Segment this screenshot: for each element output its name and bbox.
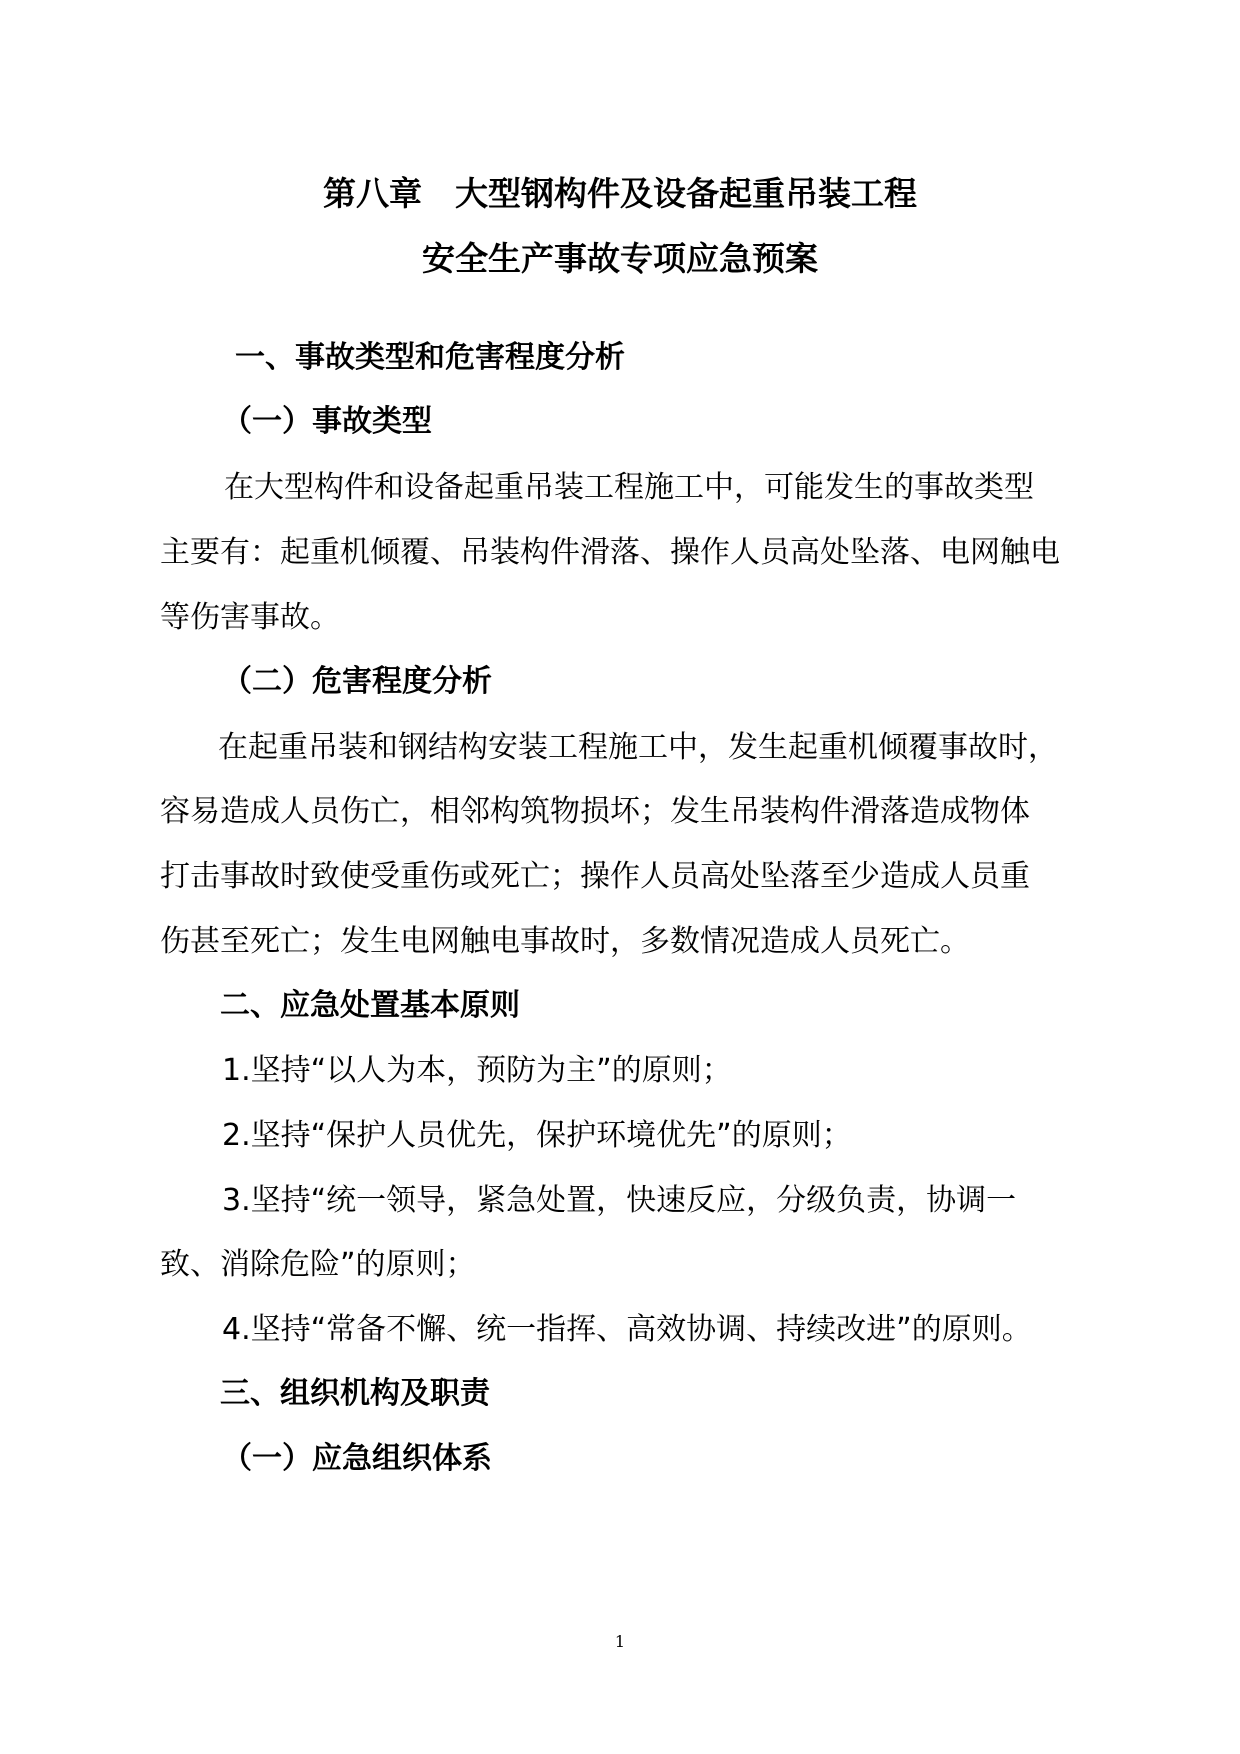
section-2-heading: 二、应急处置基本原则 bbox=[220, 988, 520, 1023]
paragraph-line: 等伤害事故。 bbox=[160, 600, 340, 635]
paragraph-line: 在起重吊装和钢结构安装工程施工中，发生起重机倾覆事故时， bbox=[218, 730, 1058, 765]
chapter-title-line-1: 第八章 大型钢构件及设备起重吊装工程 bbox=[323, 174, 917, 213]
section-3-1-heading: （一）应急组织体系 bbox=[222, 1441, 492, 1476]
principle-item: 4.坚持“常备不懈、统一指挥、高效协调、持续改进”的原则。 bbox=[222, 1312, 1032, 1347]
principle-item: 1.坚持“以人为本，预防为主”的原则； bbox=[222, 1053, 732, 1088]
section-1-1-heading: （一）事故类型 bbox=[222, 404, 432, 439]
section-1-2-heading: （二）危害程度分析 bbox=[222, 664, 492, 699]
paragraph-line: 打击事故时致使受重伤或死亡；操作人员高处坠落至少造成人员重 bbox=[160, 859, 1030, 894]
section-3-heading: 三、组织机构及职责 bbox=[220, 1376, 490, 1411]
chapter-title-line-2: 安全生产事故专项应急预案 bbox=[422, 239, 818, 278]
paragraph-line: 主要有：起重机倾覆、吊装构件滑落、操作人员高处坠落、电网触电 bbox=[160, 535, 1060, 570]
paragraph-line: 伤甚至死亡；发生电网触电事故时，多数情况造成人员死亡。 bbox=[160, 924, 970, 959]
page-number: 1 bbox=[614, 1632, 626, 1651]
principle-item: 2.坚持“保护人员优先，保护环境优先”的原则； bbox=[222, 1118, 852, 1153]
section-1-heading: 一、事故类型和危害程度分析 bbox=[235, 340, 625, 375]
principle-item: 3.坚持“统一领导，紧急处置，快速反应，分级负责，协调一 bbox=[222, 1183, 1017, 1218]
principle-item: 致、消除危险”的原则； bbox=[160, 1247, 476, 1282]
paragraph-line: 在大型构件和设备起重吊装工程施工中，可能发生的事故类型 bbox=[224, 470, 1034, 505]
paragraph-line: 容易造成人员伤亡，相邻构筑物损坏；发生吊装构件滑落造成物体 bbox=[160, 794, 1030, 829]
